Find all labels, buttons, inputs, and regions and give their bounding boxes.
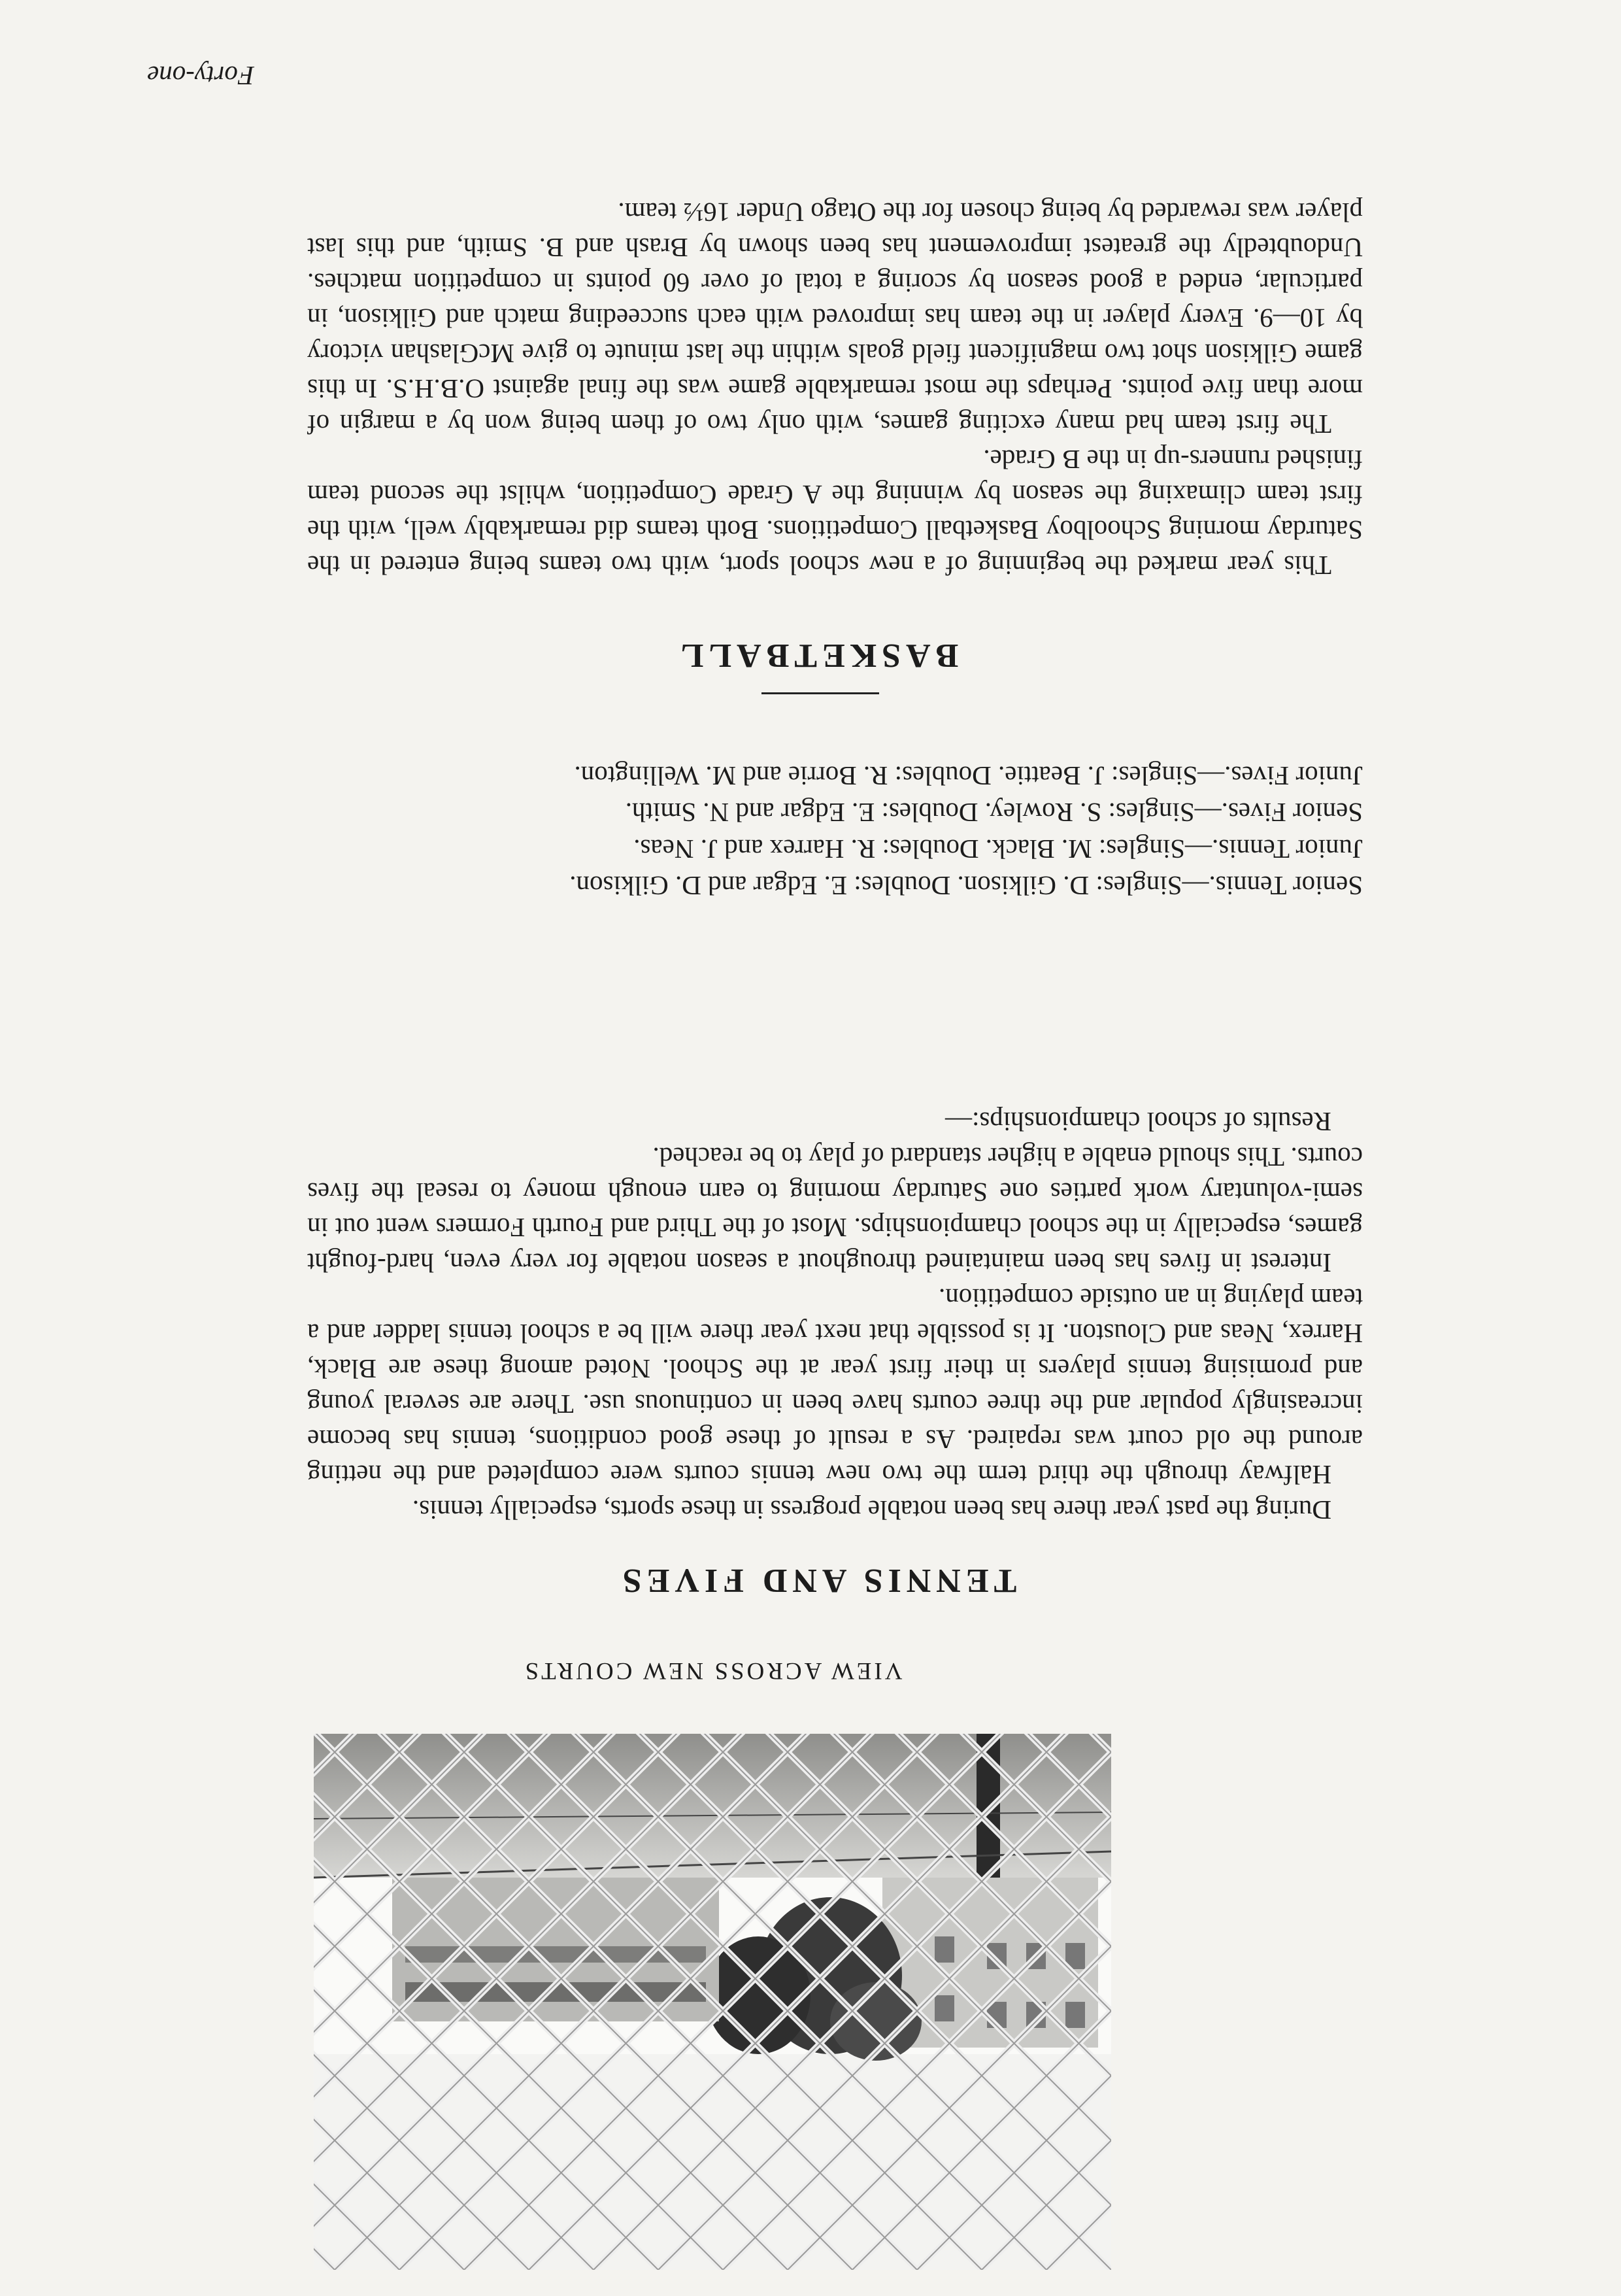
- championship-results: [307, 757, 1363, 903]
- photo-caption: VIEW ACROSS NEW COURTS: [522, 1657, 903, 1684]
- basketball-paragraph: This year marked the beginning of a new school sport, with two teams being entered in the Saturday morning Schoolboy Basketball Competitions. Both teams did remarkably well, with the first team climaxing the season by winning the A Grade Competition, whilst the second team finished runners-up in the B Grade.: [307, 445, 1363, 581]
- basketball-body: [307, 195, 1363, 583]
- basketball-heading: BASKETBALL: [675, 637, 959, 674]
- result-junior-tennis: Junior Tennis.—Singles: M. Black. Doubles: R. Harrex and J. Neas.: [633, 834, 1363, 864]
- result-senior-fives: Senior Fives.—Singles: S. Rowley. Doubles: E. Edgar and N. Smith.: [625, 798, 1363, 828]
- tennis-body: [307, 1104, 1363, 1528]
- tennis-heading: TENNIS AND FIVES: [617, 1562, 1017, 1599]
- page-number: Forty-one: [147, 61, 254, 91]
- tennis-paragraph: During the past year there has been notable progress in these sports, especially tennis.: [412, 1495, 1331, 1525]
- basketball-paragraph: The first team had many exciting games, with only two of them being won by a margin of more than five points. Perhaps the most remarkable game was the final against O.B.H.S. In this game Gilkison shot two magnificent field goals within the last minute to give McGlashan victory by 10—9. Every player in the team has improved with each succeeding match and Gilkison, in particular, ended a good season by scoring a total of over 60 points in competition matches. Undoubtedly the greatest improvement has been shown by Brash and B. Smith, and this last player was rewarded by being chosen for the Otago Under 16½ team.: [307, 197, 1363, 439]
- fives-paragraph: Interest in fives has been maintained throughout a season notable for very even, hard-fought games, especially in the school championships. Most of the Third and Fourth Formers went out in semi-voluntary work parties one Saturday morning to earn enough money to reseal the fives courts. This should enable a higher standard of play to be reached.: [307, 1142, 1363, 1278]
- result-senior-tennis: Senior Tennis.—Singles: D. Gilkison. Doubles: E. Edgar and D. Gilkison.: [569, 871, 1363, 901]
- chain-link-fence-image: [314, 1734, 1111, 2270]
- section-divider: [761, 692, 879, 694]
- results-intro: Results of school championships:—: [944, 1107, 1331, 1137]
- court-photo: [314, 1734, 1111, 2270]
- tennis-paragraph: Halfway through the third term the two new tennis courts were completed and the netting around the old court was repaired. As a result of these good conditions, tennis has become increasingly popular and the three courts have been in continuous use. There are several young and promising tennis players in their first year at the School. Noted among these are Black, Harrex, Neas and Clouston. It is possible that next year there will be a school tennis ladder and a team playing in an outside competition.: [307, 1283, 1363, 1490]
- result-junior-fives: Junior Fives.—Singles: J. Beattie. Doubles: R. Borrie and M. Wellington.: [574, 761, 1363, 791]
